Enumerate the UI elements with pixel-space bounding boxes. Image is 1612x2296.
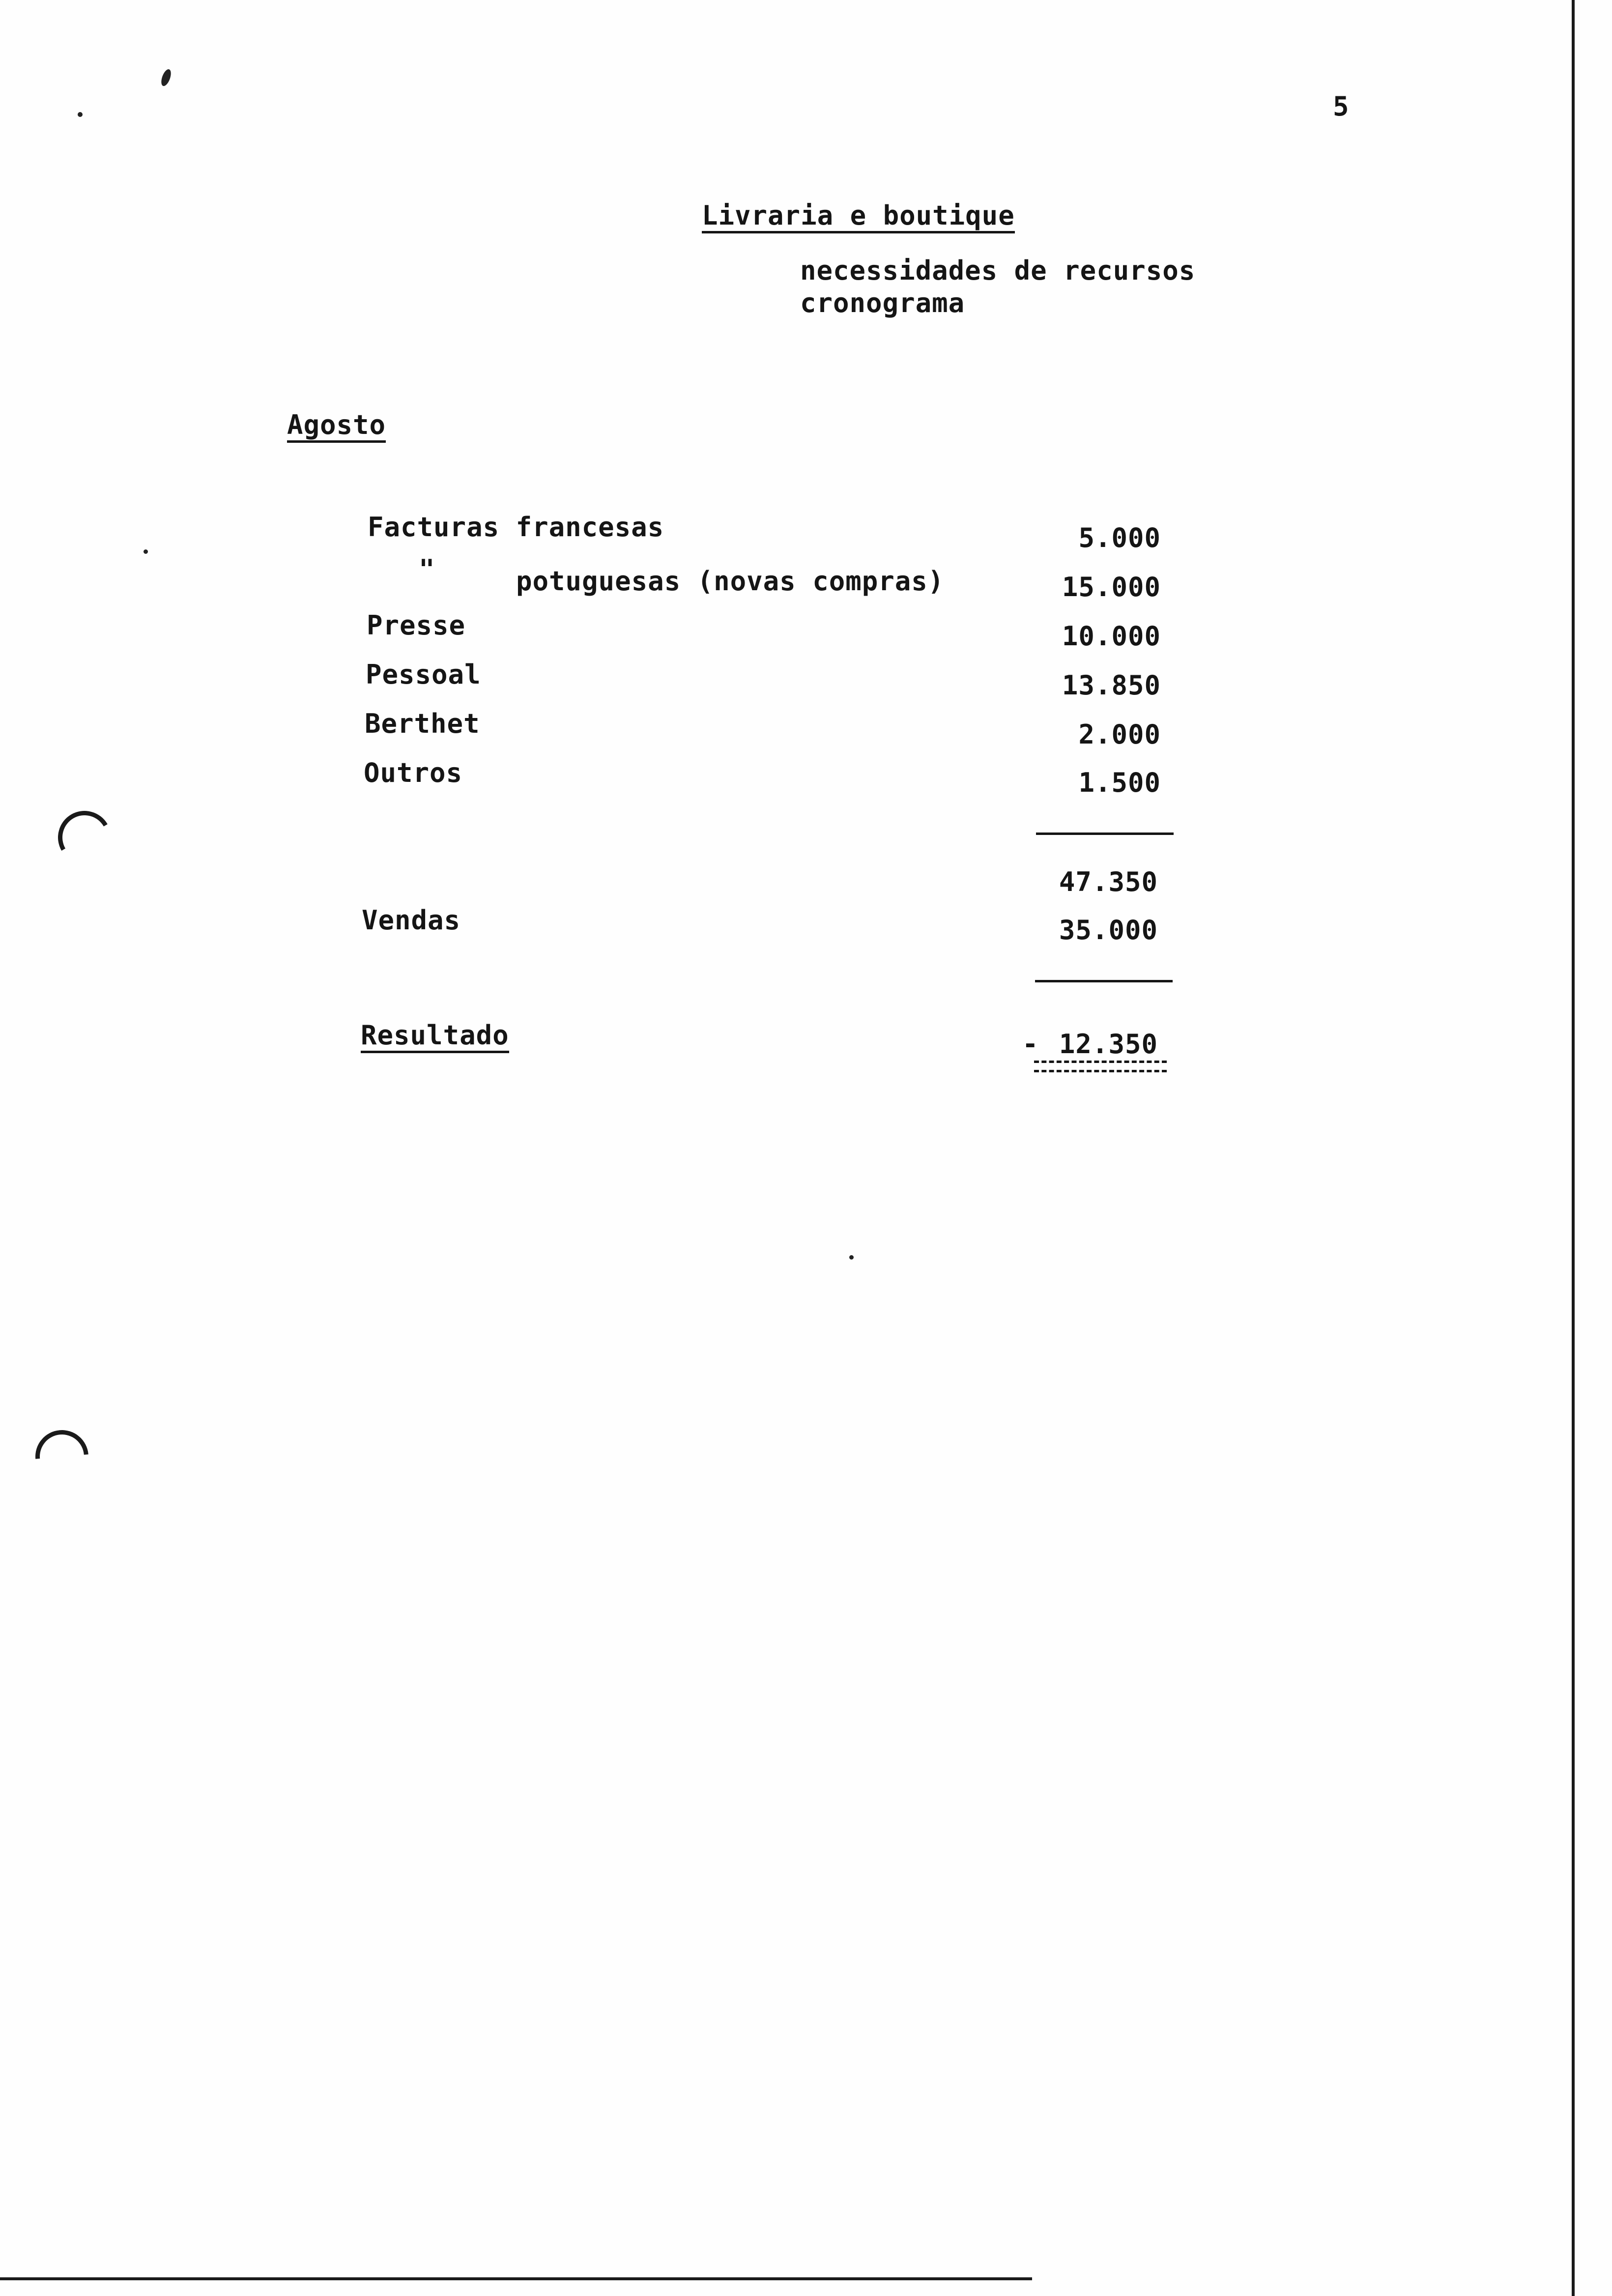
sales-value: 35.000 <box>1059 915 1158 946</box>
item-label-pessoal: Pessoal <box>366 659 481 690</box>
scan-speck <box>849 1255 854 1260</box>
result-value: 12.350 <box>1059 1029 1158 1060</box>
result-rule <box>1035 980 1173 982</box>
item-value-potuguesas: 15.000 <box>1062 572 1161 603</box>
result-double-underline <box>1034 1061 1167 1072</box>
item-value-outros: 1.500 <box>1078 767 1161 798</box>
page-number: 5 <box>1333 91 1350 122</box>
result-label: Resultado <box>361 1022 509 1053</box>
subtitle-line-2: cronograma <box>800 287 965 318</box>
result-sign: - <box>1022 1029 1039 1060</box>
item-value-berthet: 2.000 <box>1078 719 1161 750</box>
item-label-facturas-francesas: Facturas francesas <box>368 512 664 543</box>
subtotal-value: 47.350 <box>1059 866 1158 897</box>
page-bottom-edge <box>0 2277 1032 2280</box>
subtotal-rule <box>1036 832 1174 835</box>
item-label-berthet: Berthet <box>365 708 480 739</box>
item-label-potuguesas: potuguesas (novas compras) <box>516 566 945 597</box>
page-right-edge <box>1572 0 1575 2296</box>
sales-label: Vendas <box>362 905 461 936</box>
scan-speck <box>144 549 148 554</box>
punch-hole-mark <box>25 1419 99 1494</box>
punch-hole-mark <box>52 805 117 870</box>
item-ditto-mark: " <box>419 554 435 585</box>
subtitle-line-1: necessidades de recursos <box>800 255 1196 286</box>
item-value-presse: 10.000 <box>1062 621 1161 652</box>
item-label-outros: Outros <box>364 757 463 788</box>
item-label-presse: Presse <box>367 610 466 641</box>
document-title: Livraria e boutique <box>702 202 1015 233</box>
item-value-facturas-francesas: 5.000 <box>1078 522 1161 553</box>
month-heading: Agosto <box>287 412 386 443</box>
scan-speck <box>159 68 173 87</box>
scan-speck <box>78 112 83 117</box>
item-value-pessoal: 13.850 <box>1062 670 1161 701</box>
